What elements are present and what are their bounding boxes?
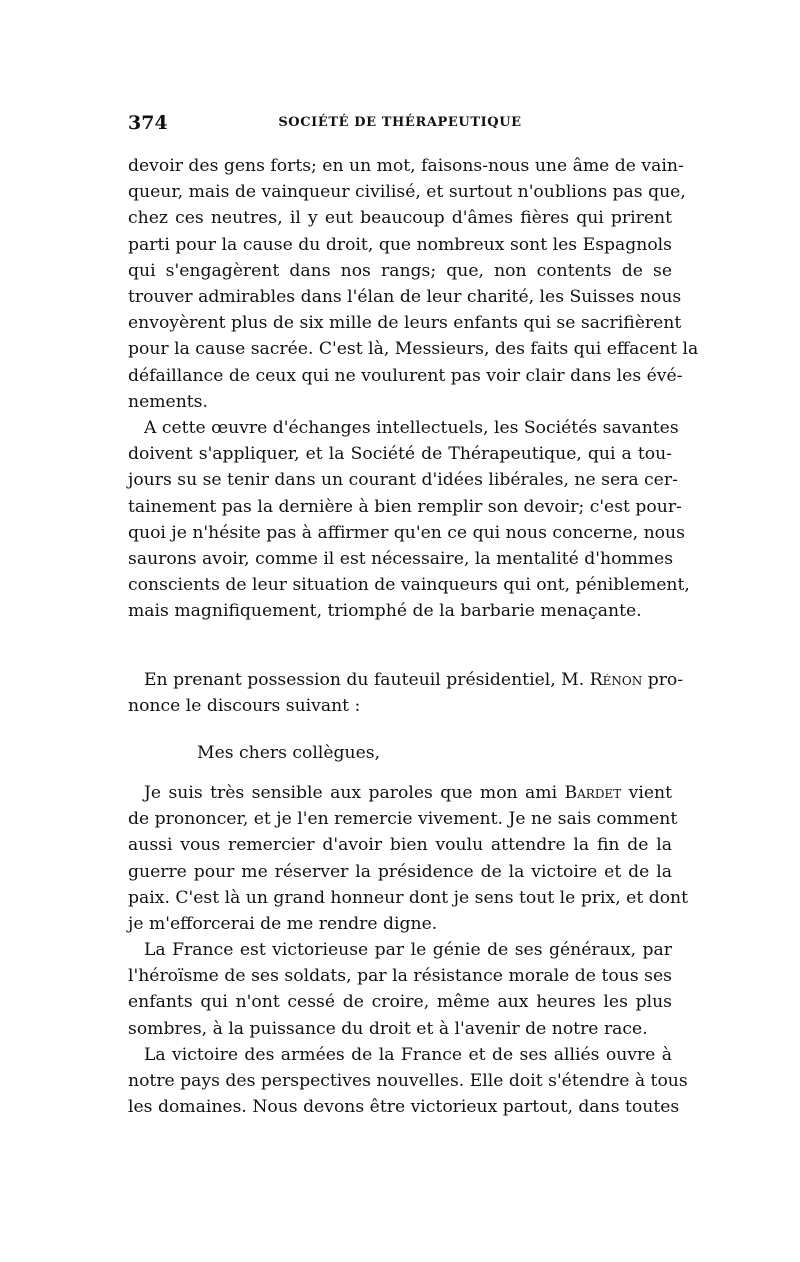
paragraph-societies	[128, 415, 690, 625]
text-line: La victoire des armées de la France et de ses alliés ouvre à	[144, 1045, 672, 1065]
text-line: quoi je n'hésite pas à affirmer qu'en ce qui nous concerne, nous	[128, 522, 685, 543]
speech-paragraph	[128, 780, 689, 937]
text-line: notre pays des perspectives nouvelles. Elle doit s'étendre à tous	[128, 1071, 688, 1092]
text-line: jours su se tenir dans un courant d'idées libérales, ne sera cer-	[128, 470, 678, 491]
text-line: parti pour la cause du droit, que nombreux sont les Espagnols	[128, 234, 672, 255]
colleague-name: Bardet	[564, 783, 622, 803]
text-line: envoyèrent plus de six mille de leurs enfants qui se sacrifièrent	[128, 313, 682, 334]
text-line: mais magnifiquement, triomphé de la barbarie menaçante.	[128, 601, 642, 622]
text-line: les domaines. Nous devons être victorieux partout, dans toutes	[128, 1097, 680, 1118]
text-line: nements.	[128, 391, 208, 412]
text-line: de prononcer, et je l'en remercie vivement. Je ne sais comment	[128, 809, 678, 830]
text-line: l'héroïsme de ses soldats, par la résistance morale de tous ses	[128, 966, 672, 987]
text-line: doivent s'appliquer, et la Société de Thérapeutique, qui a tou-	[128, 444, 672, 465]
text-line: saurons avoir, comme il est nécessaire, la mentalité d'hommes	[128, 548, 674, 569]
running-title: SOCIÉTÉ DE THÉRAPEUTIQUE	[278, 115, 522, 130]
text-line: Je suis très sensible aux paroles que mon ami Bardet vient	[144, 783, 672, 803]
text-line: tainement pas la dernière à bien remplir son devoir; c'est pour-	[128, 496, 682, 517]
text-line: devoir des gens forts; en un mot, faisons-nous une âme de vain-	[128, 156, 684, 176]
text-line: trouver admirables dans l'élan de leur charité, les Suisses nous	[128, 286, 682, 307]
page-header	[128, 112, 672, 142]
text-line: je m'efforcerai de me rendre digne.	[128, 913, 438, 934]
text-line: conscients de leur situation de vainqueurs qui ont, péniblement,	[128, 575, 690, 596]
speaker-name: Rénon	[589, 670, 643, 690]
text-line: sombres, à la puissance du droit et à l'avenir de notre race.	[128, 1018, 648, 1039]
speech-paragraph	[128, 1042, 688, 1121]
text-line: pour la cause sacrée. C'est là, Messieurs, des faits qui effacent la	[128, 339, 699, 360]
text-line: La France est victorieuse par le génie de ses généraux, par	[144, 940, 672, 960]
text-line: A cette œuvre d'échanges intellectuels, les Sociétés savantes	[144, 418, 679, 438]
text-line: aussi vous remercier d'avoir bien voulu attendre la fin de la	[128, 835, 672, 856]
speech-introduction	[128, 667, 684, 719]
text-line: enfants qui n'ont cessé de croire, même aux heures les plus	[128, 992, 672, 1013]
speech-greeting: Mes chers collègues,	[197, 743, 381, 763]
text-line: paix. C'est là un grand honneur dont je sens tout le prix, et dont	[128, 887, 689, 908]
text-line: nonce le discours suivant :	[128, 696, 361, 717]
text-line: chez ces neutres, il y eut beaucoup d'âmes fières qui prirent	[128, 208, 672, 229]
text-line: qui s'engagèrent dans nos rangs; que, non contents de se	[128, 260, 672, 281]
text-line: queur, mais de vainqueur civilisé, et surtout n'oublions pas que,	[128, 182, 686, 203]
page-number: 374	[128, 112, 168, 134]
paragraph-continuation	[128, 153, 699, 415]
text-line: En prenant possession du fauteuil présidentiel, M. Rénon pro-	[144, 670, 684, 690]
speech-paragraph	[128, 937, 672, 1042]
text-line: défaillance de ceux qui ne voulurent pas voir clair dans les évé-	[128, 365, 683, 386]
text-line: guerre pour me réserver la présidence de la victoire et de la	[128, 861, 672, 882]
